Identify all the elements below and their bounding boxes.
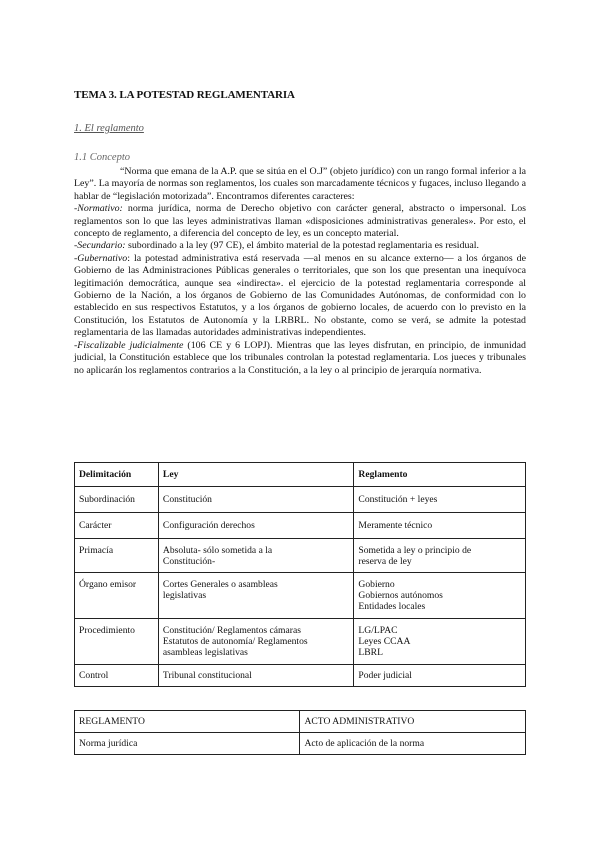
- table-cell: Acto de aplicación de la norma: [300, 733, 526, 755]
- label-secundario: -Secundario:: [74, 240, 126, 252]
- table-cell: Gobierno Gobiernos autónomos Entidades locales: [354, 573, 526, 619]
- table-cell: Órgano emisor: [75, 573, 159, 619]
- text-gubernativo: : la potestad administrativa está reservada —al menos en su alcance externo— a los órganos de Gobierno de las Administraciones Públicas generales o territoriales, que son los que presentan una inequívoca legitimación democrática, aunque sea «indirecta». el ejercicio de la potestad reglamentaria corresponde al Gobierno de la Nación, a los órganos de Gobierno de las Comunidades Autónomas, de conformidad con lo establecido en sus respectivos Estatutos, y a los órganos de gobierno locales, de acuerdo con lo previsto en la Constitución, los Estatutos de Autonomía y la LRBRL. No obstante, como se verá, se admite la potestad reglamentaria de las llamadas autoridades administrativas independientes.: [74, 252, 526, 339]
- table-cell: LG/LPAC Leyes CCAA LBRL: [354, 619, 526, 665]
- table-cell: Carácter: [75, 513, 159, 539]
- table-cell: Control: [75, 665, 159, 687]
- table-cell: Subordinación: [75, 487, 159, 513]
- paragraph-gubernativo: [74, 253, 526, 340]
- table-cell: Absoluta- sólo sometida a la Constitución-: [158, 539, 354, 573]
- table-cell: Constitución + leyes: [354, 487, 526, 513]
- table-header-cell: Delimitación: [75, 463, 159, 487]
- subsection-heading: 1.1 Concepto: [74, 152, 130, 163]
- table-cell: Constitución: [158, 487, 354, 513]
- label-fiscalizable: -Fiscalizable judicialmente: [74, 339, 184, 351]
- table-cell: Procedimiento: [75, 619, 159, 665]
- paragraph-normativo: [74, 203, 526, 240]
- table-cell: Primacía: [75, 539, 159, 573]
- comparison-table-reglamento-acto: [74, 710, 526, 755]
- table-cell: Poder judicial: [354, 665, 526, 687]
- label-normativo: -Normativo:: [74, 203, 123, 215]
- text-secundario: subordinado a la ley (97 CE), el ámbito material de la potestad reglamentaria es residual.: [125, 240, 480, 252]
- table-cell: Configuración derechos: [158, 513, 354, 539]
- table-row: [75, 539, 526, 573]
- label-gubernativo: -Gubernativo: [74, 252, 128, 264]
- table-row: [75, 733, 526, 755]
- table-row: [75, 619, 526, 665]
- table-row: [75, 513, 526, 539]
- body-text: [74, 166, 526, 377]
- section-heading: 1. El reglamento: [74, 123, 144, 134]
- text-fiscalizable: (106 CE y 6 LOPJ). Mientras que las leyes disfrutan, en principio, de inmunidad judicial, la Constitución establece que los tribunales controlan la potestad reglamentaria. Los jueces y tribunales no aplicarán los reglamentos contrarios a la Constitución, a la ley o al principio de jerarquía normativa.: [74, 339, 526, 376]
- comparison-table-ley-reglamento: [74, 462, 526, 687]
- table-cell: Meramente técnico: [354, 513, 526, 539]
- table-header-cell: Ley: [158, 463, 354, 487]
- table-header-cell: Reglamento: [354, 463, 526, 487]
- table-header-cell: REGLAMENTO: [75, 711, 300, 733]
- table-cell: Norma jurídica: [75, 733, 300, 755]
- table-cell: Cortes Generales o asambleas legislativas: [158, 573, 354, 619]
- table-cell: Tribunal constitucional: [158, 665, 354, 687]
- table-cell: Sometida a ley o principio de reserva de ley: [354, 539, 526, 573]
- text-normativo: norma jurídica, norma de Derecho objetivo con carácter general, abstracto o impersonal. Los reglamentos son lo que las leyes administrativas llaman «disposiciones administrativas generales». Por esto, el concepto de reglamento, a diferencia del concepto de ley, es un concepto material.: [74, 203, 526, 240]
- table-header-cell: ACTO ADMINISTRATIVO: [300, 711, 526, 733]
- table-cell: Constitución/ Reglamentos cámaras Estatutos de autonomía/ Reglamentos asambleas legislativas: [158, 619, 354, 665]
- paragraph-fiscalizable: [74, 340, 526, 377]
- table-header-row: [75, 463, 526, 487]
- table-row: [75, 487, 526, 513]
- table-row: [75, 665, 526, 687]
- page-title: TEMA 3. LA POTESTAD REGLAMENTARIA: [74, 89, 295, 101]
- paragraph-secundario: [74, 240, 526, 252]
- table-header-row: [75, 711, 526, 733]
- table-row: [75, 573, 526, 619]
- intro-paragraph: “Norma que emana de la A.P. que se sitúa en el O.J” (objeto jurídico) con un rango formal inferior a la Ley”. La mayoría de normas son reglamentos, los cuales son marcadamente técnicos y fugaces, incluso llegando a hablar de “legislación motorizada”. Encontramos diferentes caracteres:: [74, 166, 526, 202]
